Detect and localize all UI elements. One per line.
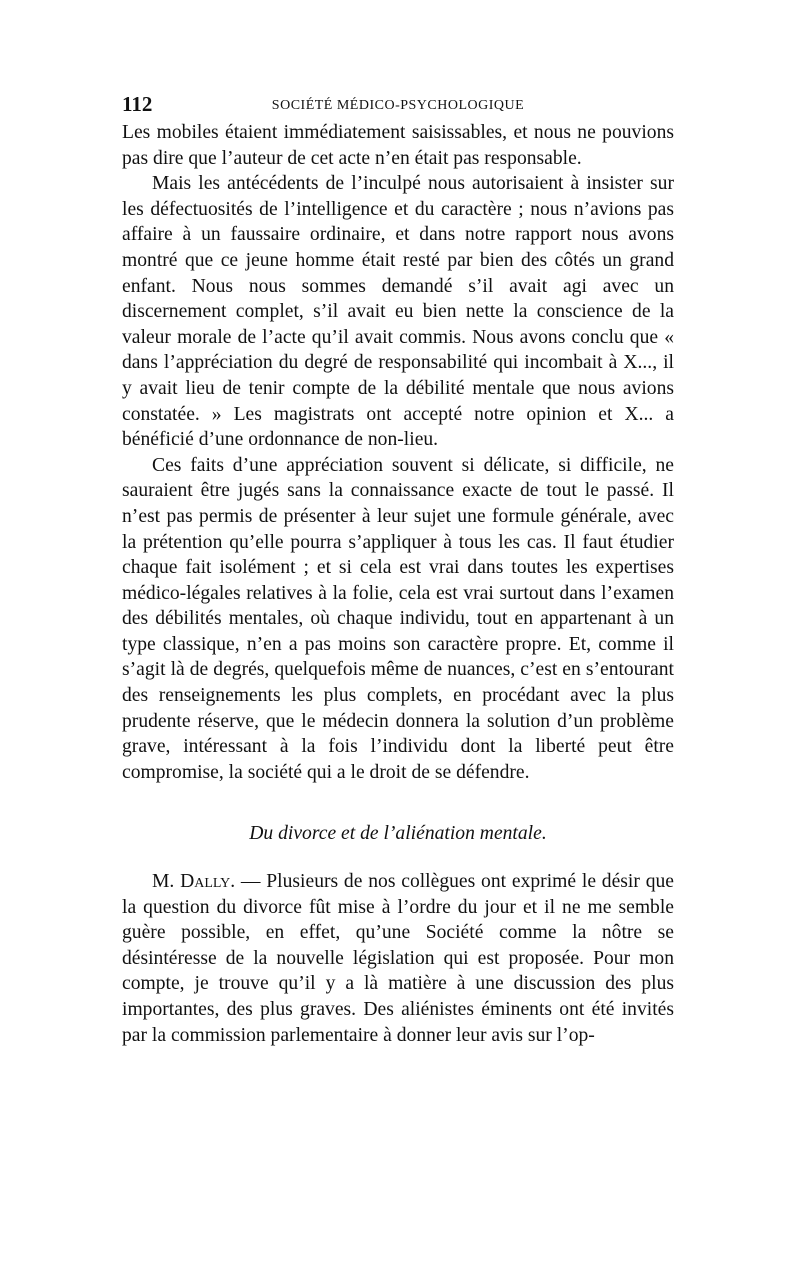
page-number: 112 bbox=[122, 92, 153, 116]
speech-text: — Plusieurs de nos collègues ont exprimé le désir que la question du divorce fût mise à l’ordre du jour et il ne me semble guère possible, en effet, qu’une Société comme la nôtre se désintéresse de la nouvelle législation qui est proposée. Pour mon compte, je trouve qu’il y a là matière à une discussion des plus importantes, des plus graves. Des aliénistes éminents ont été invités par la commission parlementaire à donner leur avis sur l’op- bbox=[122, 871, 674, 1046]
paragraph-continued: Les mobiles étaient immédiatement saisissables, et nous ne pouvions pas dire que l’auteur de cet acte n’en était pas responsable. bbox=[122, 122, 674, 169]
paragraph: Mais les antécédents de l’inculpé nous autorisaient à insister sur les défectuosités de l’intelligence et du caractère ; nous n’avions pas affaire à un faussaire ordinaire, et dans notre rapport nous avons montré que ce jeune homme était resté par bien des côtés un grand enfant. Nous nous sommes demandé s’il avait agi avec un discernement complet, s’il avait eu bien nette la conscience de la valeur morale de l’acte qu’il avait commis. Nous avons conclu que « dans l’appréciation du degré de responsabilité qui incombait à X..., il y avait lieu de tenir compte de la débilité mentale que nous avions constatée. » Les magistrats ont accepté notre opinion et X... a bénéficié d’une ordonnance de non-lieu. bbox=[122, 173, 674, 451]
section-title: Du divorce et de l’aliénation mentale. bbox=[249, 823, 547, 845]
running-title: SOCIÉTÉ MÉDICO-PSYCHOLOGIQUE bbox=[271, 98, 525, 113]
book-page bbox=[122, 92, 674, 1048]
body-text bbox=[122, 120, 674, 1048]
page-header bbox=[122, 92, 674, 120]
speaker-name: M. Dally. bbox=[152, 871, 236, 893]
paragraph: Ces faits d’une appréciation souvent si délicate, si difficile, ne sauraient être jugés sans la connaissance exacte de tout le passé. Il n’est pas permis de présenter à leur sujet une formule générale, avec la prétention qu’elle pourra s’appliquer à tous les cas. Il faut étudier chaque fait isolément ; et si cela est vrai dans toutes les expertises médico-légales relatives à la folie, cela est vrai surtout dans l’examen des débilités mentales, où chaque individu, tout en appartenant à un type classique, n’en a pas moins son caractère propre. Et, comme il s’agit là de degrés, quelquefois même de nuances, c’est en s’entourant des renseignements les plus complets, en procédant avec la plus prudente réserve, que le médecin donnera la solution d’un problème grave, intéressant à la fois l’individu dont la liberté peut être compromise, la société qui a le droit de se défendre. bbox=[122, 454, 674, 783]
speech-paragraph bbox=[122, 869, 674, 1048]
